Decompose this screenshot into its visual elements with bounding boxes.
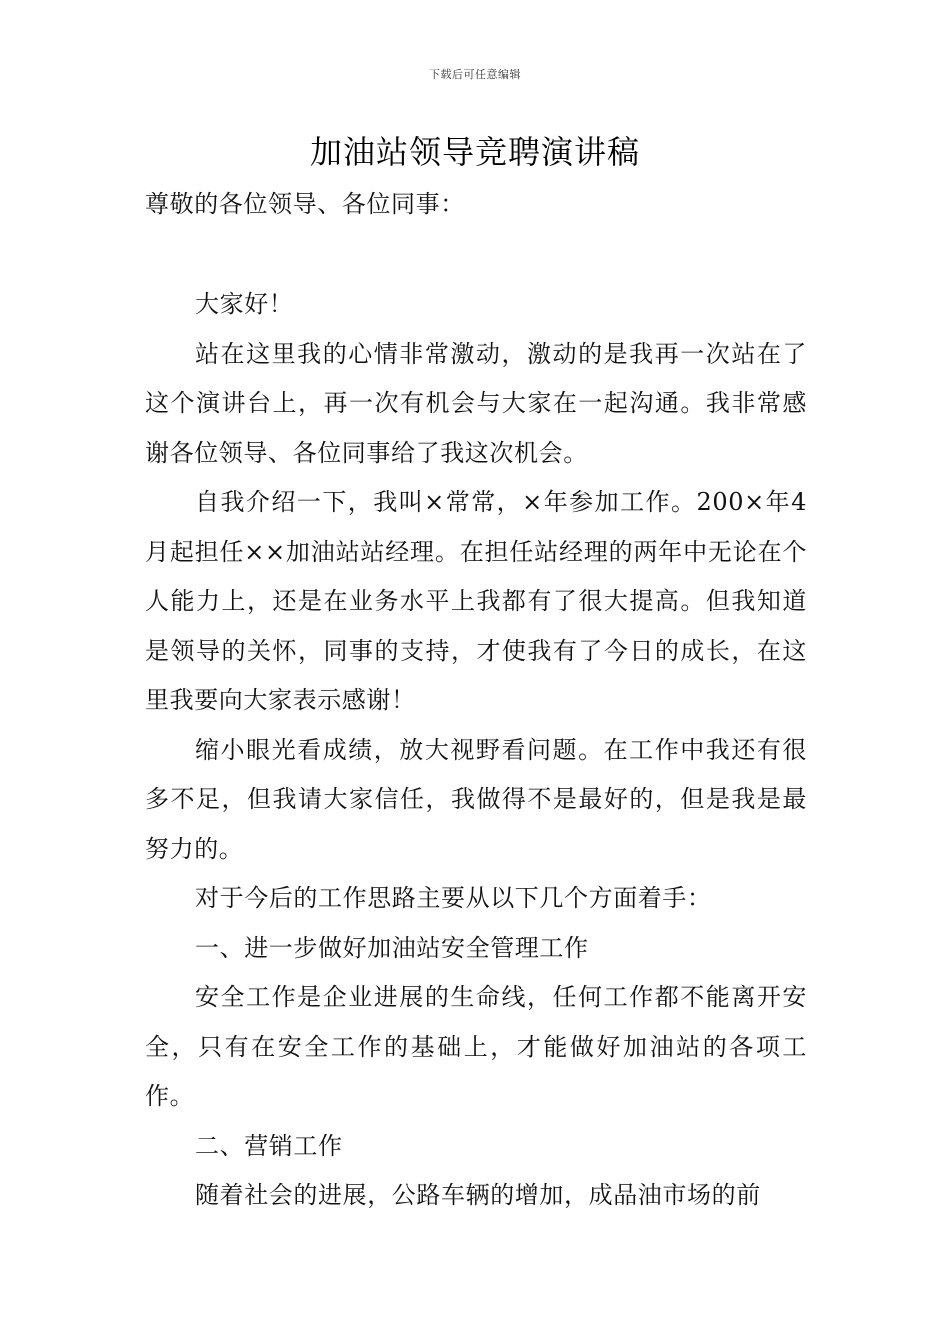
section-heading: 一、进一步做好加油站安全管理工作 xyxy=(195,933,589,962)
document-body xyxy=(145,280,807,1221)
paragraph: 缩小眼光看成绩，放大视野看问题。在工作中我还有很多不足，但我请大家信任，我做得不是最好的，但是我是最努力的。 xyxy=(145,735,807,863)
paragraph: 站在这里我的心情非常激动，激动的是我再一次站在了这个演讲台上，再一次有机会与大家在一起沟通。我非常感谢各位领导、各位同事给了我这次机会。 xyxy=(145,339,807,467)
paragraph: 安全工作是企业进展的生命线，任何工作都不能离开安全，只有在安全工作的基础上，才能做好加油站的各项工作。 xyxy=(145,983,807,1110)
paragraph-greeting: 大家好！ xyxy=(195,290,294,318)
section-heading: 二、营销工作 xyxy=(195,1131,343,1160)
paragraph: 随着社会的进展，公路车辆的增加，成品油市场的前 xyxy=(195,1181,761,1209)
header-note: 下载后可任意编辑 xyxy=(429,68,521,81)
paragraph: 对于今后的工作思路主要从以下几个方面着手： xyxy=(195,884,712,912)
salutation: 尊敬的各位领导、各位同事： xyxy=(145,190,465,218)
document-title: 加油站领导竞聘演讲稿 xyxy=(309,133,640,171)
paragraph: 自我介绍一下，我叫×常常，×年参加工作。200×年4月起担任××加油站站经理。在担任站经理的两年中无论在个人能力上，还是在业务水平上我都有了很大提高。但我知道是领导的关怀，同事的支持，才使我有了今日的成长，在这里我要向大家表示感谢！ xyxy=(145,488,807,714)
